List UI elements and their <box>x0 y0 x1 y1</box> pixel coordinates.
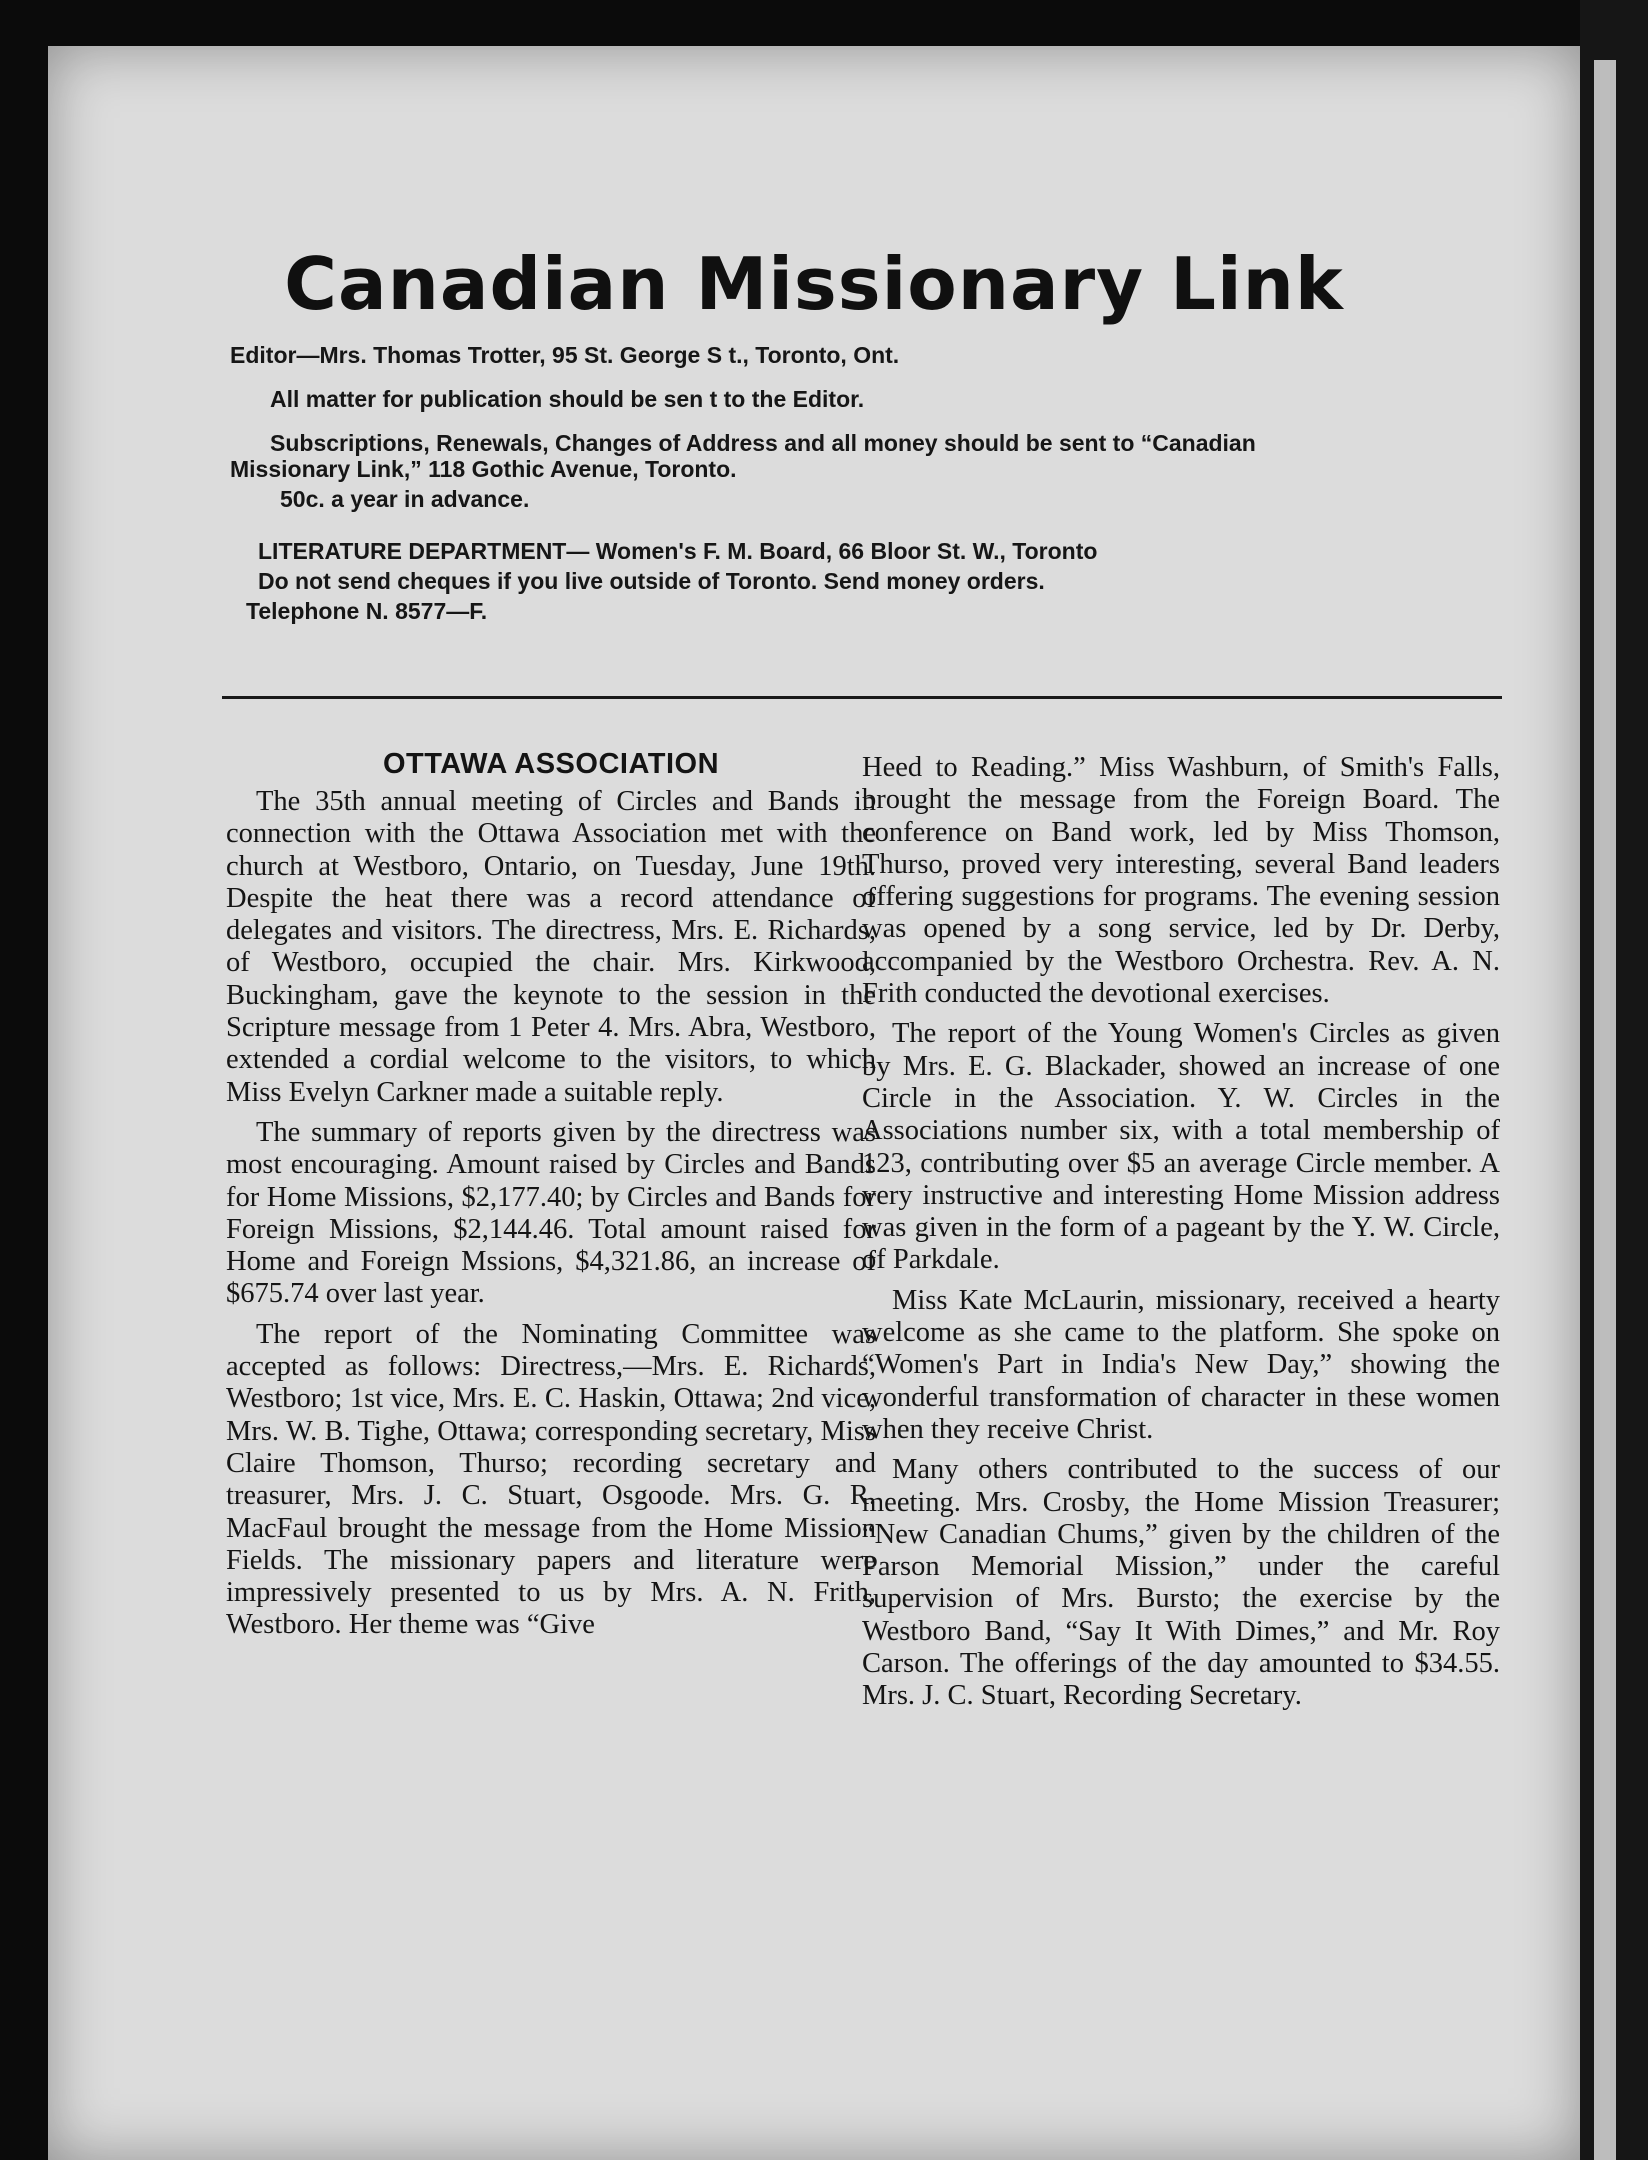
subscriptions-line-2: Missionary Link,” 118 Gothic Avenue, Toronto. <box>230 456 737 482</box>
price-line: 50c. a year in advance. <box>280 486 530 512</box>
adjacent-page-edge <box>1594 60 1616 2160</box>
paragraph: The 35th annual meeting of Circles and Bands in connection with the Ottawa Association met with the church at Westboro, Ontario, on Tuesday, June 19th. Despite the heat there was a record attendance of delegates and visitors. The directress, Mrs. E. Richards, of Westboro, occupied the chair. Mrs. Kirkwood, Buckingham, gave the keynote to the session in the Scripture message from 1 Peter 4. Mrs. Abra, Westboro, extended a cordial welcome to the visitors, to which Miss Evelyn Carkner made a suitable reply. <box>226 786 876 1108</box>
paragraph: Miss Kate McLaurin, missionary, received a hearty welcome as she came to the platform. She spoke on “Women's Part in India's New Day,” showing the wonderful transformation of character in these women when they receive Christ. <box>862 1284 1500 1445</box>
paragraph: Heed to Reading.” Miss Washburn, of Smith's Falls, brought the message from the Foreign Board. The conference on Band work, led by Miss Thomson, Thurso, proved very interesting, several Band leaders offering suggestions for programs. The evening session was opened by a song service, led by Dr. Derby, accompanied by the Westboro Orchestra. Rev. A. N. Frith conducted the devotional exercises. <box>862 752 1500 1010</box>
paragraph: The report of the Young Women's Circles as given by Mrs. E. G. Blackader, showed an increase of one Circle in the Association. Y. W. Circles in the Associations number six, with a total membership of 123, contributing over $5 an average Circle member. A very instructive and interesting Home Mission address was given in the form of a pageant by the Y. W. Circle, of Parkdale. <box>862 1018 1500 1276</box>
telephone-line: Telephone N. 8577—F. <box>246 598 488 624</box>
subscriptions-line-1: Subscriptions, Renewals, Changes of Address and all money should be sent to “Canadian <box>270 430 1256 456</box>
paragraph: Many others contributed to the success of our meeting. Mrs. Crosby, the Home Mission Treasurer; “New Canadian Chums,” given by the children of the Parson Memorial Mission,” under the careful supervision of Mrs. Bursto; the exercise by the Westboro Band, “Say It With Dimes,” and Mr. Roy Carson. The offerings of the day amounted to $34.55. Mrs. J. C. Stuart, Recording Secretary. <box>862 1454 1500 1712</box>
paragraph: The report of the Nominating Committee was accepted as follows: Directress,—Mrs. E. Richards, Westboro; 1st vice, Mrs. E. C. Haskin, Ottawa; 2nd vice, Mrs. W. B. Tighe, Ottawa; corresponding secretary, Miss Claire Thomson, Thurso; recording secretary and treasurer, Mrs. J. C. Stuart, Osgoode. Mrs. G. R. MacFaul brought the message from the Home Mission Fields. The missionary papers and literature were impressively presented to us by Mrs. A. N. Frith, Westboro. Her theme was “Give <box>226 1318 876 1641</box>
editor-line: Editor—Mrs. Thomas Trotter, 95 St. George S t., Toronto, Ont. <box>230 342 900 368</box>
cheques-line: Do not send cheques if you live outside of Toronto. Send money orders. <box>258 568 1045 594</box>
masthead-title: Canadian Missionary Link <box>284 242 1344 326</box>
article-column-right <box>862 752 1500 1721</box>
paragraph: The summary of reports given by the directress was most encouraging. Amount raised by Circles and Bands for Home Missions, $2,177.40; by Circles and Bands for Foreign Missions, $2,144.46. Total amount raised for Home and Foreign Mssions, $4,321.86, an increase of $675.74 over last year. <box>226 1116 876 1310</box>
article-headline: OTTAWA ASSOCIATION <box>382 748 720 780</box>
newspaper-page <box>48 46 1580 2160</box>
matter-line: All matter for publication should be sen t to the Editor. <box>270 386 865 412</box>
literature-line: LITERATURE DEPARTMENT— Women's F. M. Board, 66 Bloor St. W., Toronto <box>258 538 1098 564</box>
header-divider <box>222 696 1502 699</box>
article-column-left <box>226 786 876 1650</box>
